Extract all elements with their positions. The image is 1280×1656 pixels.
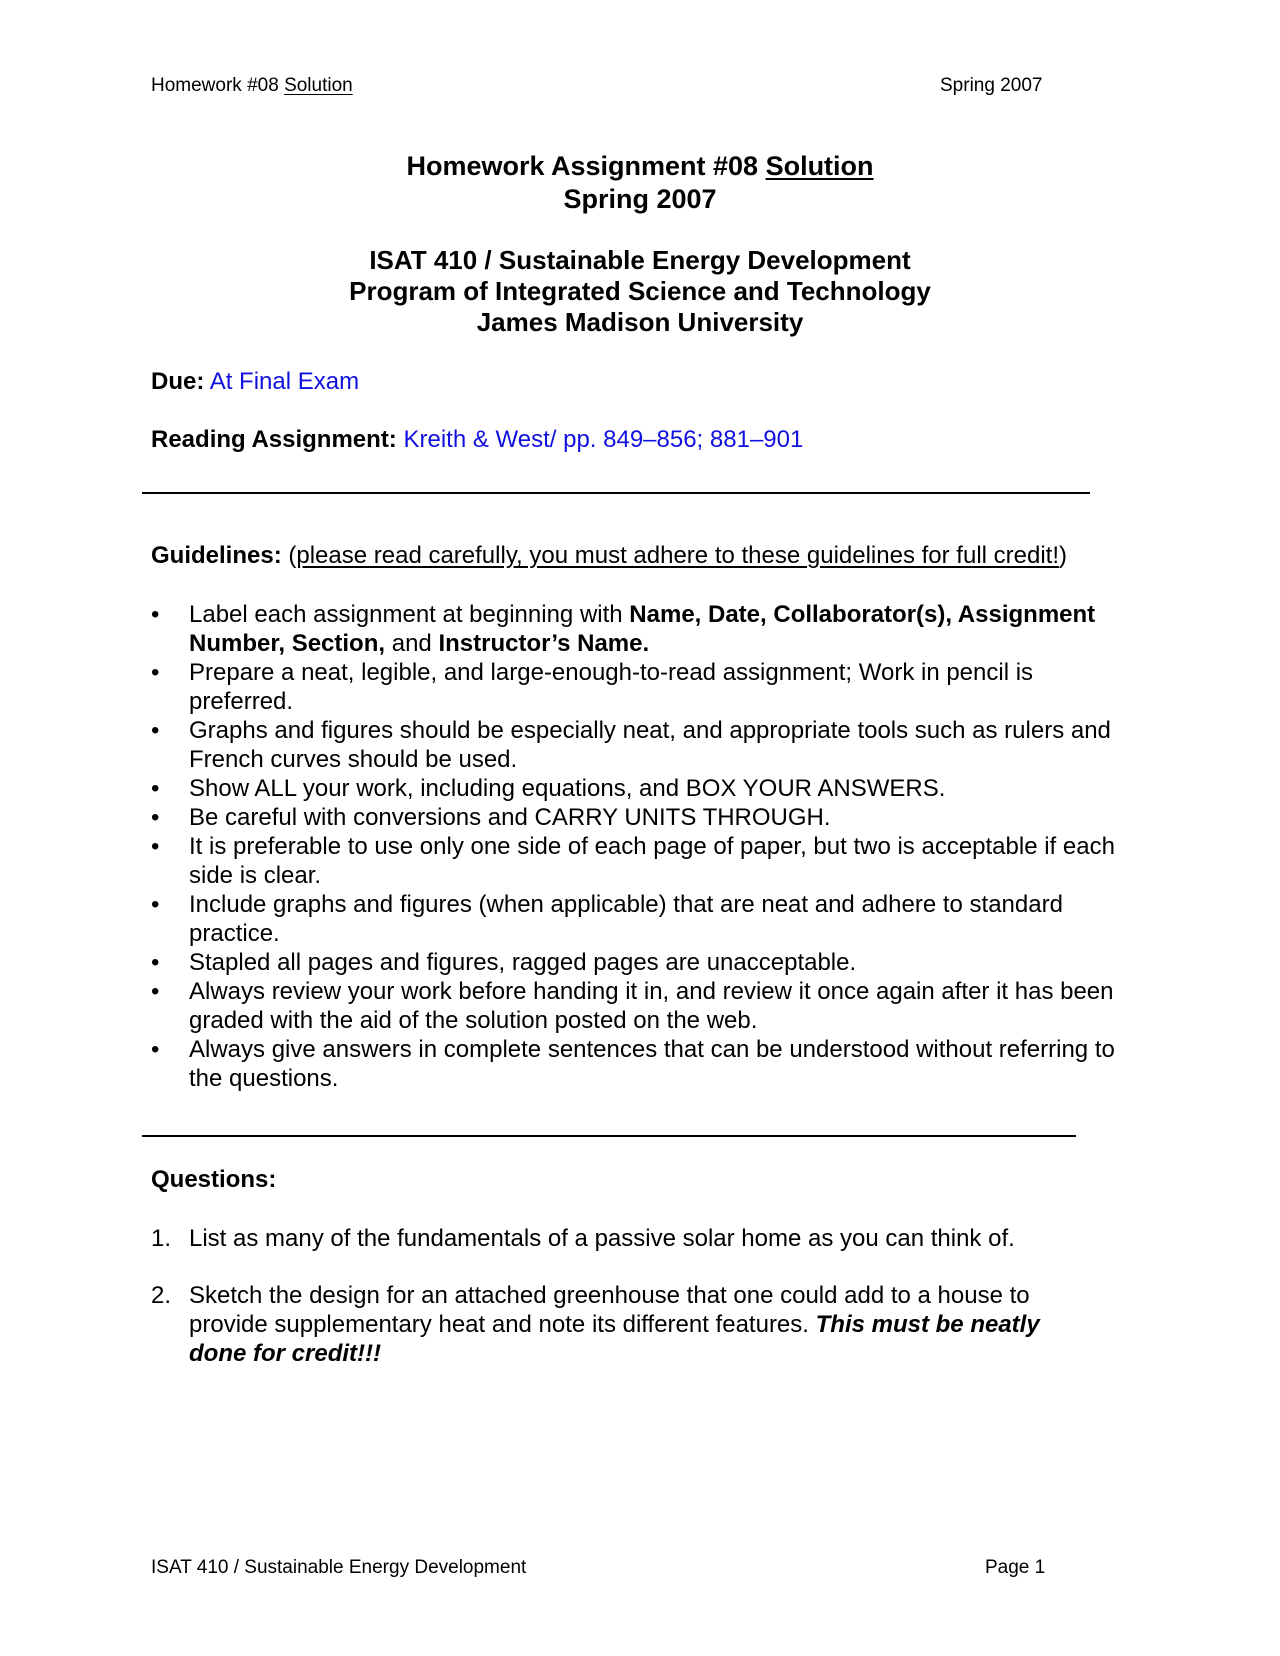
page-title-term: Spring 2007 [563, 184, 717, 214]
bullet-icon: • [151, 978, 160, 1005]
list-item [151, 716, 1141, 774]
list-item [151, 948, 1141, 977]
running-header-right: Spring 2007 [940, 75, 1043, 96]
list-item-text: Include graphs and figures (when applicable) that are neat and adhere to standard practice. [189, 891, 1063, 947]
list-item-bold: Instructor’s Name. [438, 630, 650, 657]
list-item [151, 832, 1141, 890]
question-number: 2. [151, 1282, 172, 1309]
list-item-text: Show ALL your work, including equations, and BOX YOUR ANSWERS. [189, 775, 946, 802]
questions-heading: Questions: [151, 1166, 277, 1193]
due-field [151, 368, 359, 396]
list-item-bold: Name, Date, Collaborator(s), Assignment Number, Section, [189, 601, 1096, 657]
running-header-left [151, 75, 353, 97]
reading-value: Kreith & West/ pp. 849–856; 881–901 [403, 426, 804, 453]
footer-page-number: Page 1 [985, 1557, 1046, 1578]
question-emphasis: This must be neatly done for credit!!! [189, 1311, 1040, 1367]
question-item [151, 1224, 1091, 1253]
bullet-icon: • [151, 891, 160, 918]
footer-course: ISAT 410 / Sustainable Energy Development [151, 1557, 527, 1578]
bullet-icon: • [151, 833, 160, 860]
reading-field [151, 426, 803, 454]
list-item [151, 600, 1141, 658]
question-number: 1. [151, 1225, 172, 1252]
due-label: Due: [151, 368, 205, 395]
list-item [151, 890, 1141, 948]
list-item-text: Always give answers in complete sentences that can be understood without referring to the questions. [189, 1036, 1115, 1092]
guidelines-note: please read carefully, you must adhere to these guidelines for full credit! [296, 542, 1060, 569]
question-item [151, 1281, 1091, 1368]
bullet-icon: • [151, 804, 160, 831]
list-item-text: Always review your work before handing it in, and review it once again after it has been graded with the aid of the solution posted on the web. [189, 978, 1114, 1034]
list-item [151, 1035, 1141, 1093]
guidelines-label: Guidelines: [151, 542, 282, 569]
guidelines-paren-open: ( [288, 542, 297, 569]
bullet-icon: • [151, 949, 160, 976]
section-divider-top [142, 492, 1090, 494]
page-title-prefix: Homework Assignment #08 [406, 151, 766, 181]
page-title-solution: Solution [765, 151, 874, 181]
bullet-icon: • [151, 717, 160, 744]
bullet-icon: • [151, 659, 160, 686]
page-title [0, 150, 1280, 183]
list-item [151, 803, 1141, 832]
running-header-prefix: Homework #08 [151, 75, 285, 96]
running-header-solution: Solution [284, 75, 353, 96]
list-item-text: Prepare a neat, legible, and large-enough-to-read assignment; Work in pencil is preferred. [189, 659, 1034, 715]
guidelines-paren-close: ) [1059, 542, 1068, 569]
course-name: ISAT 410 / Sustainable Energy Development [369, 245, 911, 275]
list-item-text: and [385, 630, 439, 657]
question-text: Sketch the design for an attached greenhouse that one could add to a house to provide supplementary heat and note its different features. [189, 1282, 1030, 1338]
questions-list [151, 1224, 1091, 1396]
bullet-icon: • [151, 1036, 160, 1063]
reading-label: Reading Assignment: [151, 426, 397, 453]
question-text: List as many of the fundamentals of a passive solar home as you can think of. [189, 1225, 1015, 1252]
list-item [151, 977, 1141, 1035]
due-value: At Final Exam [209, 368, 360, 395]
bullet-icon: • [151, 775, 160, 802]
list-item-text: Stapled all pages and figures, ragged pages are unacceptable. [189, 949, 857, 976]
section-divider-bottom [142, 1135, 1076, 1137]
guidelines-list [151, 600, 1141, 1093]
university-name: James Madison University [476, 307, 804, 337]
guidelines-heading [151, 542, 1067, 570]
bullet-icon: • [151, 601, 160, 628]
list-item [151, 658, 1141, 716]
list-item-text: Graphs and figures should be especially neat, and appropriate tools such as rulers and French curves should be used. [189, 717, 1111, 773]
list-item [151, 774, 1141, 803]
list-item-text: Label each assignment at beginning with [189, 601, 630, 628]
program-name: Program of Integrated Science and Technology [349, 276, 931, 306]
list-item-text: It is preferable to use only one side of each page of paper, but two is acceptable if each side is clear. [189, 833, 1115, 889]
list-item-text: Be careful with conversions and CARRY UNITS THROUGH. [189, 804, 831, 831]
